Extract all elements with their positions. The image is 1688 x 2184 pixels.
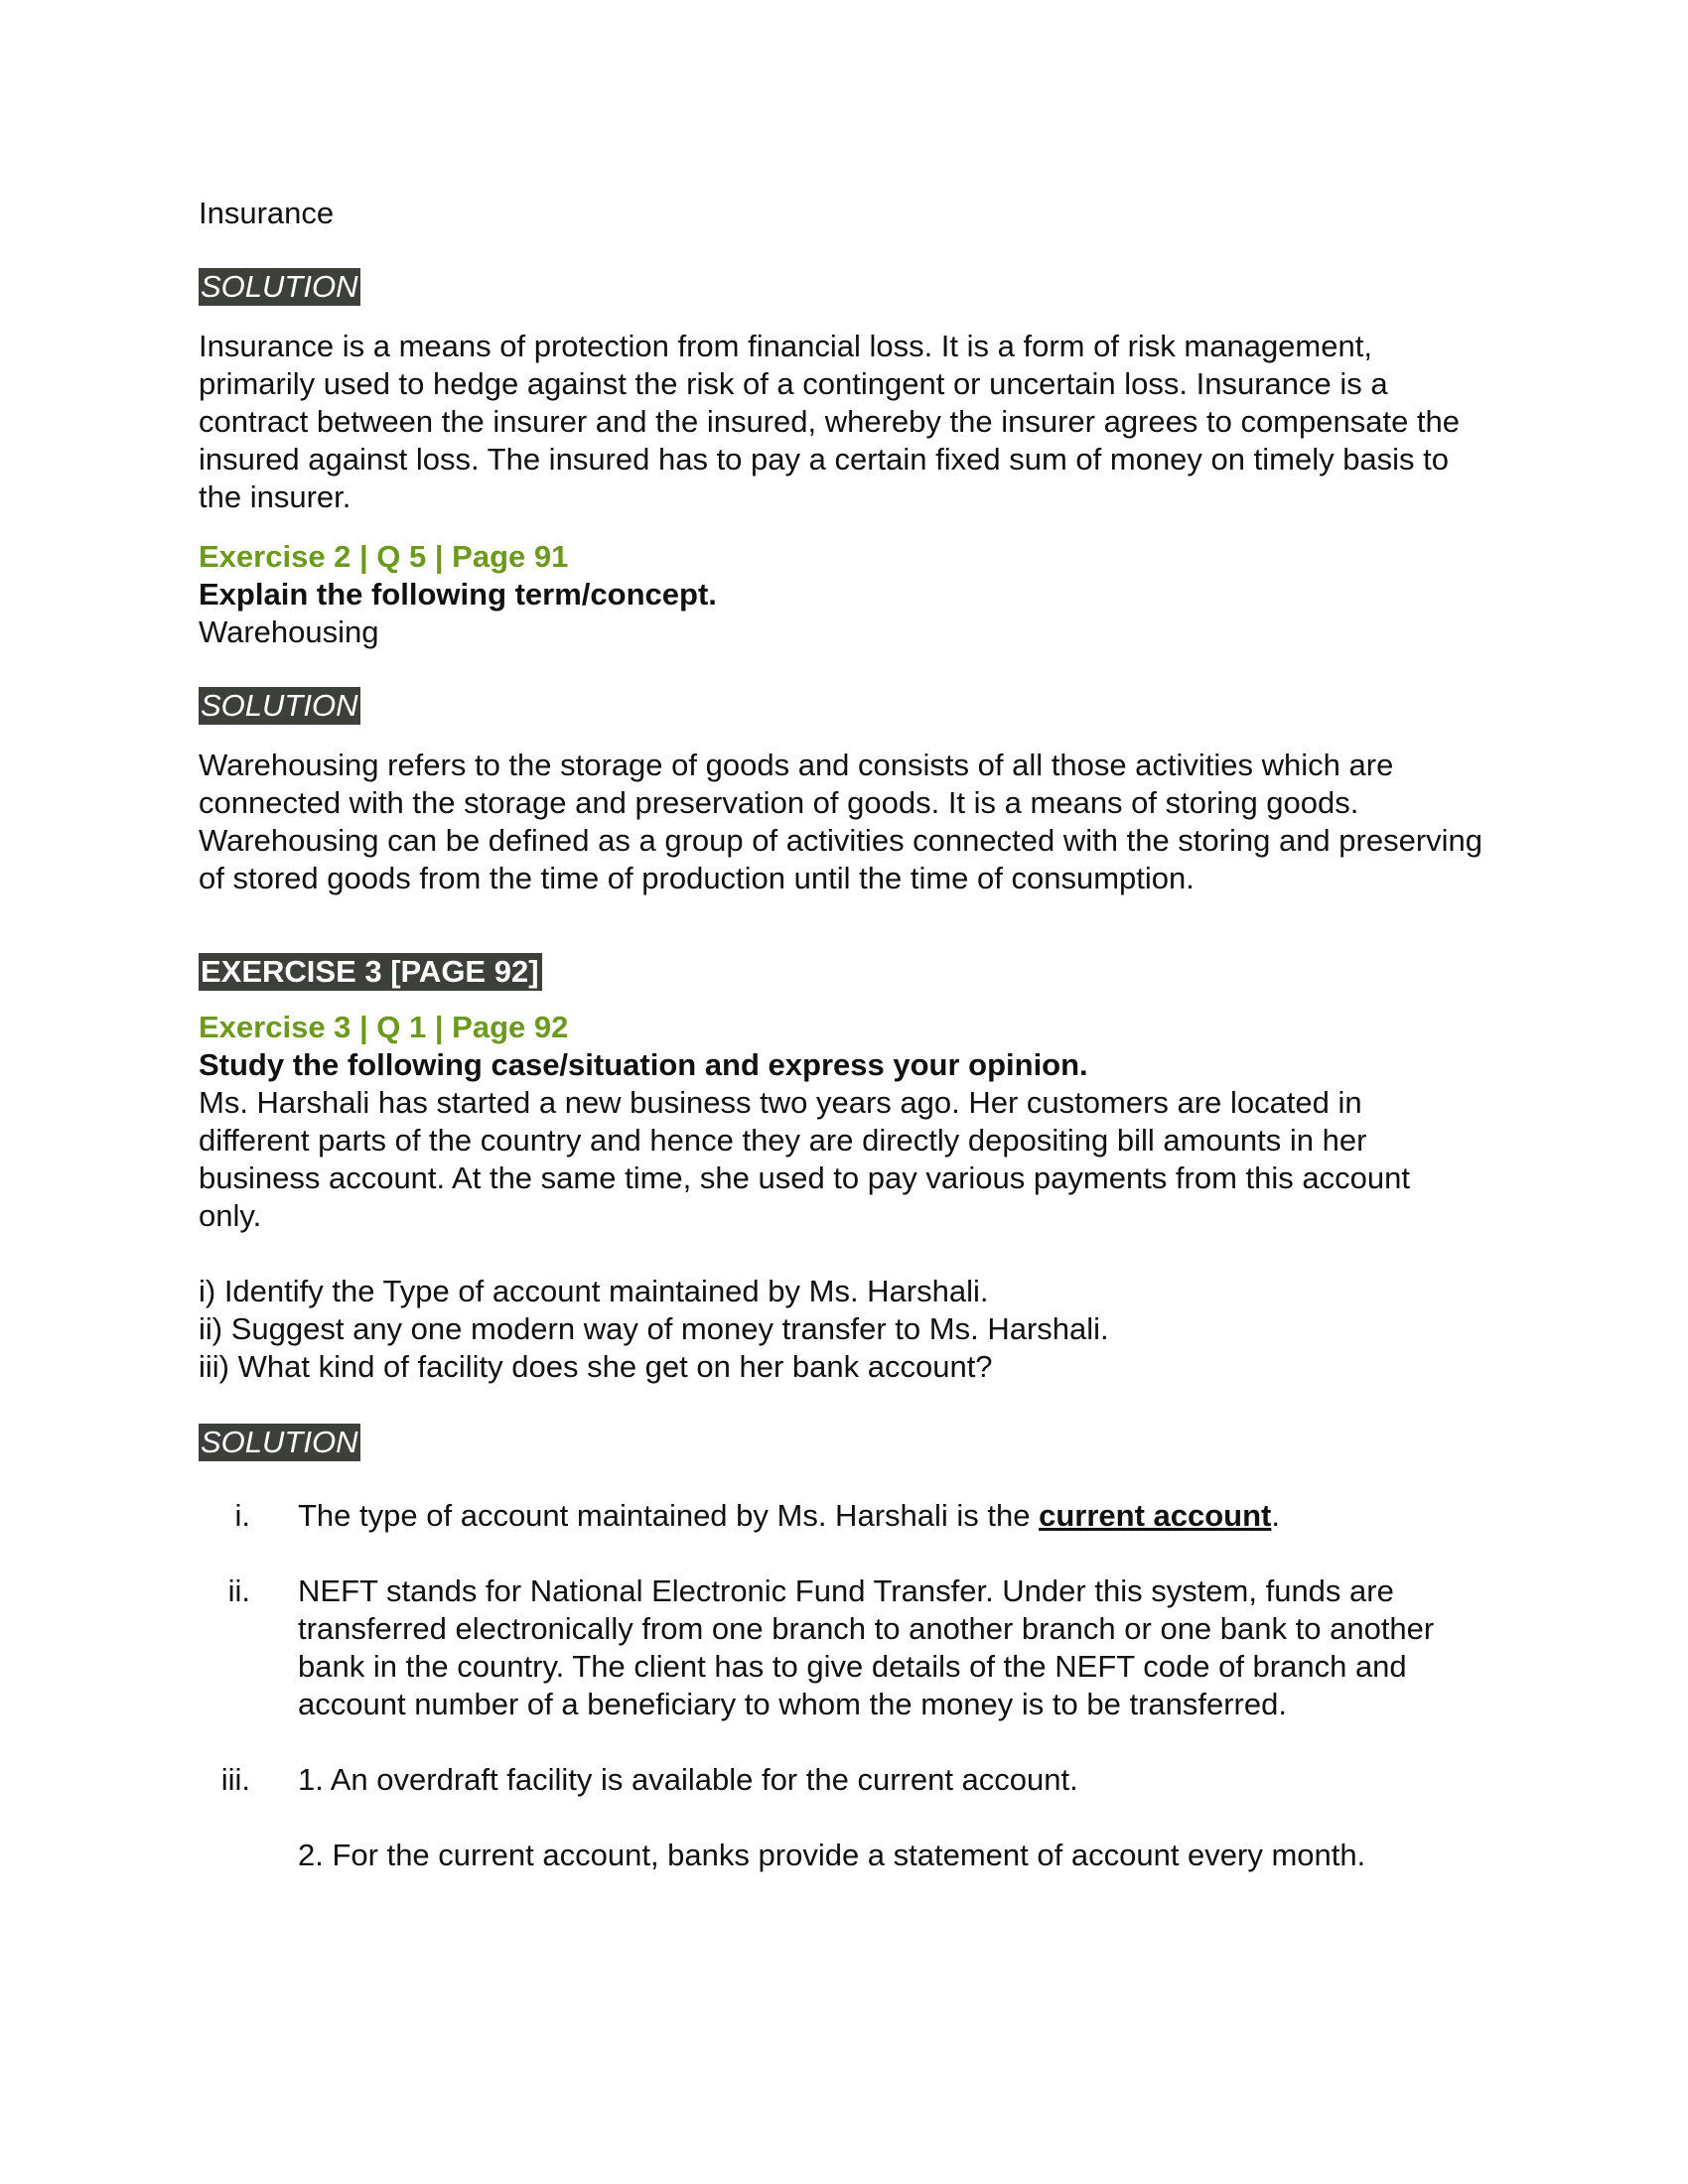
current-account-highlight: current account: [1039, 1498, 1272, 1533]
list-number: iii.: [220, 1762, 250, 1797]
solution-list: [199, 1497, 1509, 1874]
list-number: ii.: [227, 1573, 250, 1608]
subquestion-3: iii) What kind of facility does she get on her bank account?: [199, 1349, 993, 1384]
case-text: Ms. Harshali has started a new business two years ago. Her customers are located in different parts of the country and hence they are directly depositing bill amounts in her business account. At the same time, she used to pay various payments from this account only.: [199, 1085, 1410, 1233]
list-number: i.: [234, 1498, 250, 1533]
solution-item-i: i. The type of account maintained by Ms. Harshali is the current account.: [199, 1497, 1509, 1535]
term-insurance: Insurance: [199, 196, 335, 230]
solution-item-iii: [199, 1761, 1509, 1874]
question-text: Explain the following term/concept.: [199, 577, 717, 612]
answer-text: NEFT stands for National Electronic Fund Transfer. Under this system, funds are transferred electronically from one branch to another branch or one bank to another bank in the country. The client has to give details of the NEFT code of branch and account number of a beneficiary to whom the money is to be transferred.: [298, 1573, 1435, 1721]
exercise-reference: Exercise 3 | Q 1 | Page 92: [199, 1010, 569, 1044]
subquestion-1: i) Identify the Type of account maintained by Ms. Harshali.: [199, 1274, 989, 1308]
warehousing-answer: Warehousing refers to the storage of goods and consists of all those activities which are connected with the storage and preservation of goods. It is a means of storing goods. Warehousing can be defined as a group of activities connected with the storing and preserving of stored goods from the time of production until the time of consumption.: [199, 748, 1483, 895]
answer-point-2: 2. For the current account, banks provide a statement of account every month.: [298, 1838, 1366, 1872]
insurance-answer: Insurance is a means of protection from financial loss. It is a form of risk management, primarily used to hedge against the risk of a contingent or uncertain loss. Insurance is a contract between the insurer and the insured, whereby the insurer agrees to compensate the insured against loss. The insured has to pay a certain fixed sum of money on timely basis to the insurer.: [199, 329, 1461, 514]
term-warehousing: Warehousing: [199, 614, 379, 649]
solution-item-ii: [199, 1572, 1509, 1723]
subquestion-2: ii) Suggest any one modern way of money transfer to Ms. Harshali.: [199, 1311, 1109, 1346]
question-text: Study the following case/situation and express your opinion.: [199, 1047, 1088, 1082]
exercise-header-badge: EXERCISE 3 [PAGE 92]: [199, 953, 542, 991]
document-page: [199, 195, 1509, 1874]
answer-text: The type of account maintained by Ms. Harshali is the: [298, 1498, 1040, 1533]
solution-badge: SOLUTION: [199, 268, 360, 306]
exercise-reference: Exercise 2 | Q 5 | Page 91: [199, 539, 569, 574]
solution-badge: SOLUTION: [199, 1424, 360, 1461]
solution-badge: SOLUTION: [199, 687, 360, 725]
answer-point-1: 1. An overdraft facility is available for the current account.: [298, 1762, 1078, 1797]
